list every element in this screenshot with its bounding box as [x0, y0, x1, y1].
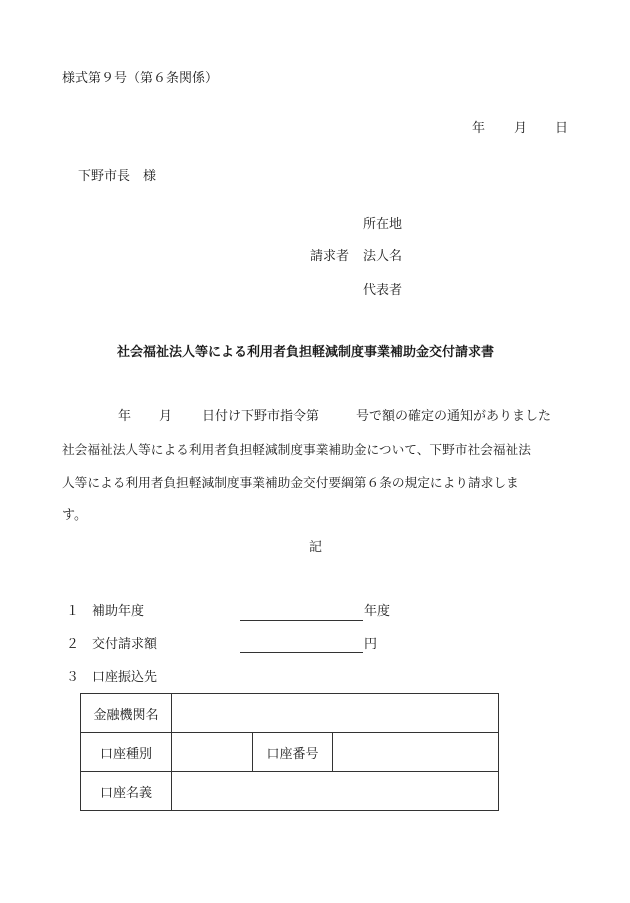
item-number: ３ [66, 670, 80, 685]
date-year: 年 [472, 121, 486, 136]
address-label: 所在地 [363, 217, 403, 232]
applicant-role-label: 請求者 [310, 249, 350, 264]
document-title: 社会福祉法人等による利用者負担軽減制度事業補助金交付請求書 [117, 345, 495, 360]
date-day: 日 [555, 121, 569, 136]
item-unit: 円 [364, 637, 378, 652]
body-line-4: す。 [62, 508, 87, 523]
ki-heading: 記 [309, 540, 323, 555]
account-name-value-cell[interactable] [172, 772, 499, 811]
request-amount-field[interactable] [240, 652, 363, 653]
item-label: 交付請求額 [92, 637, 158, 652]
representative-label: 代表者 [363, 283, 403, 298]
institution-value-cell[interactable] [172, 694, 499, 733]
item-number: １ [66, 604, 80, 619]
body-number-suffix: 号で額の確定の通知がありました [356, 409, 552, 424]
table-row [81, 694, 499, 733]
table-row [81, 733, 499, 772]
form-id: 様式第９号（第６条関係） [62, 71, 219, 86]
table-row [81, 772, 499, 811]
account-type-label-cell: 口座種別 [81, 733, 172, 772]
body-line-2: 社会福祉法人等による利用者負担軽減制度事業補助金について、下野市社会福祉法 [62, 442, 531, 457]
item-number: ２ [66, 637, 80, 652]
body-month: 月 [159, 409, 173, 424]
addressee: 下野市長 様 [78, 169, 157, 184]
item-unit: 年度 [364, 604, 391, 619]
account-number-label-cell: 口座番号 [253, 733, 333, 772]
account-number-value-cell[interactable] [333, 733, 499, 772]
account-type-value-cell[interactable] [172, 733, 253, 772]
account-name-label-cell: 口座名義 [81, 772, 172, 811]
institution-label-cell: 金融機関名 [81, 694, 172, 733]
body-line-3: 人等による利用者負担軽減制度事業補助金交付要綱第６条の規定により請求しま [62, 475, 519, 490]
body-year: 年 [118, 409, 132, 424]
bank-account-table [80, 693, 499, 811]
body-rest: 日付け下野市指令第 [202, 409, 320, 424]
item-label: 補助年度 [92, 604, 145, 619]
subsidy-year-field[interactable] [240, 620, 363, 621]
corp-name-label: 法人名 [363, 249, 403, 264]
item-label: 口座振込先 [92, 670, 158, 685]
date-month: 月 [514, 121, 528, 136]
